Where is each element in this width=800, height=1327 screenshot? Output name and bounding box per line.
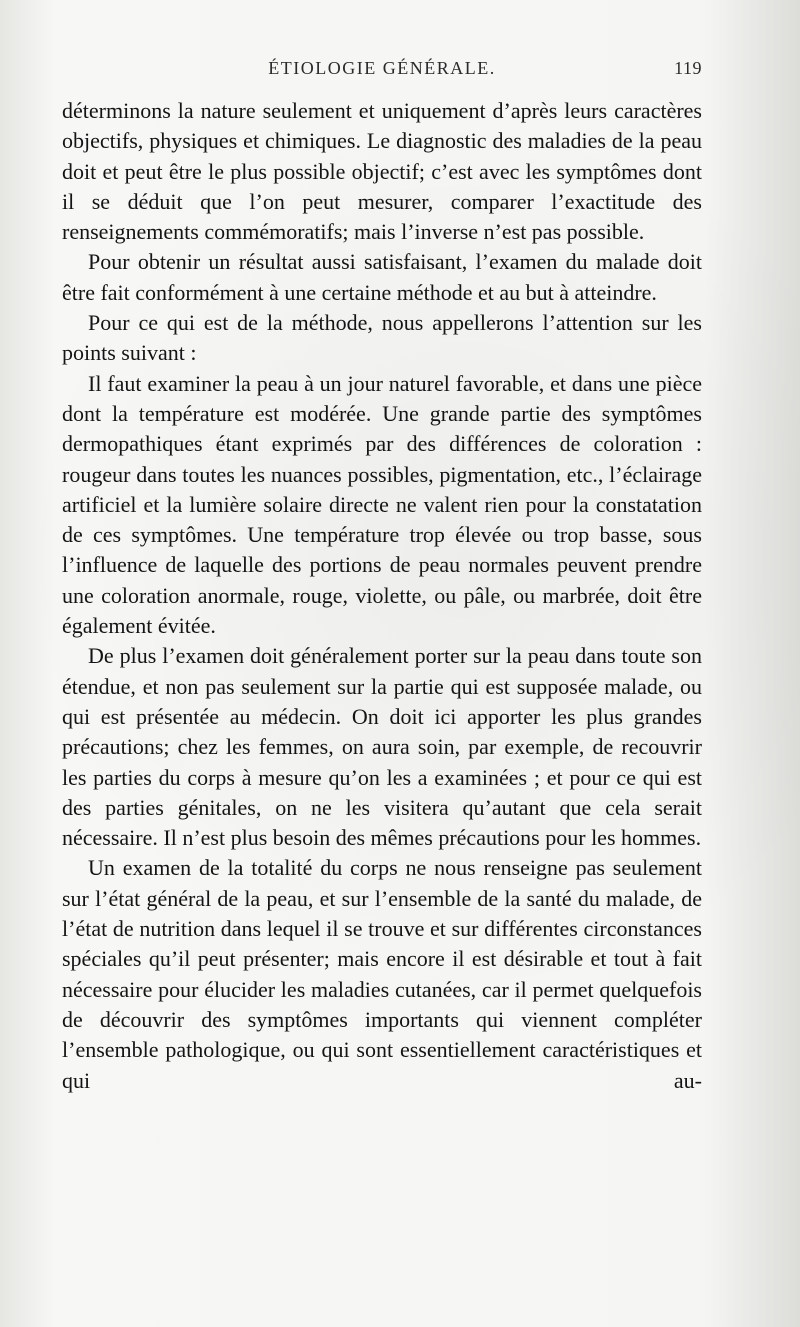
body-text (62, 96, 702, 1096)
paragraph-6: Un examen de la totalité du corps ne nous renseigne pas seulement sur l’état général de la peau, et sur l’ensemble de la santé du malade, de l’état de nutrition dans lequel il se trouve et sur différentes circonstances spéciales qu’il peut présenter; mais encore il est désirable et tout à fait nécessaire pour élucider les maladies cutanées, car il permet quelquefois de découvrir des symptômes importants qui viennent compléter l’ensemble pathologique, ou qui sont essentiellement caractéristiques et qui au- (62, 855, 702, 1093)
paragraph-5: De plus l’examen doit généralement porter sur la peau dans toute son étendue, et non pas seulement sur la partie qui est supposée malade, ou qui est présentée au médecin. On doit ici apporter les plus grandes précautions; chez les femmes, on aura soin, par exemple, de recouvrir les parties du corps à mesure qu’on les a examinées ; et pour ce qui est des parties génitales, on ne les visitera qu’autant que cela serait nécessaire. Il n’est plus besoin des mêmes précautions pour les hommes. (62, 643, 702, 851)
paragraph-4: Il faut examiner la peau à un jour naturel favorable, et dans une pièce dont la température est modérée. Une grande partie des symptômes dermopathiques étant exprimés par des différences de coloration : rougeur dans toutes les nuances possibles, pigmentation, etc., l’éclairage artificiel et la lumière solaire directe ne valent rien pour la constatation de ces symptômes. Une température trop élevée ou trop basse, sous l’influence de laquelle des portions de peau normales peuvent prendre une coloration anormale, rouge, violette, ou pâle, ou marbrée, doit être également évitée. (62, 370, 702, 639)
running-title: ÉTIOLOGIE GÉNÉRALE. (268, 58, 496, 78)
page-number: 119 (674, 58, 702, 78)
paragraph-3: Pour ce qui est de la méthode, nous appellerons l’attention sur les points suivant : (62, 310, 702, 366)
paragraph-2: Pour obtenir un résultat aussi satisfaisant, l’examen du malade doit être fait conformément à une certaine méthode et au but à atteindre. (62, 249, 702, 305)
paragraph-1: déterminons la nature seulement et uniquement d’après leurs caractères objectifs, physiques et chimiques. Le diagnostic des maladies de la peau doit et peut être le plus possible objectif; c’est avec les symptômes dont il se déduit que l’on peut mesurer, comparer l’exactitude des renseignements commémoratifs; mais l’inverse n’est pas possible. (62, 98, 702, 245)
page-header (62, 58, 702, 86)
